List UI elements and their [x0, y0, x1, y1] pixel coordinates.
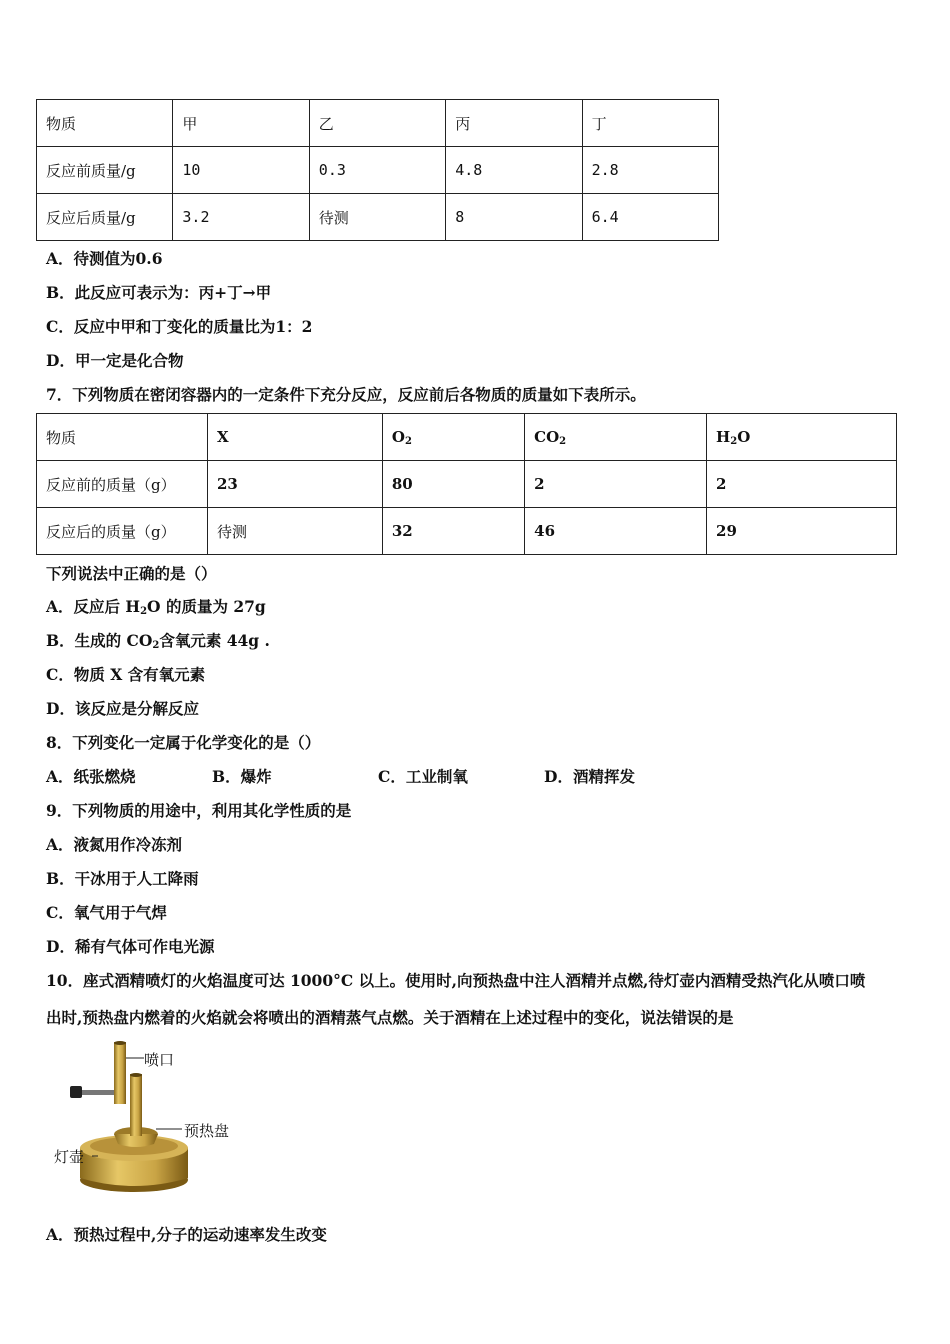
table-cell: 10: [173, 147, 309, 194]
q6-option-d: D．甲一定是化合物: [46, 351, 184, 370]
table-row: [37, 147, 719, 194]
table-cell: 待测: [208, 508, 383, 555]
q10-option-a: A．预热过程中,分子的运动速率发生改变: [46, 1225, 327, 1244]
q9-option-a: A．液氮用作冷冻剂: [46, 835, 183, 854]
q6-option-a: A．待测值为0.6: [46, 249, 163, 268]
table-cell: 29: [707, 508, 897, 555]
table-cell: 丙: [446, 100, 582, 147]
table-row: [37, 100, 719, 147]
table-row: [37, 461, 897, 508]
alcohol-blowtorch-figure: [52, 1038, 252, 1198]
table-row: [37, 508, 897, 555]
table-cell: 80: [382, 461, 524, 508]
table-cell: 物质: [37, 414, 208, 461]
table-cell: 反应前质量/g: [37, 147, 173, 194]
q7-prompt: 下列说法中正确的是（）: [46, 564, 217, 583]
table-cell: X: [208, 414, 383, 461]
table-cell: 0.3: [309, 147, 445, 194]
table-cell: 32: [382, 508, 524, 555]
table-row: [37, 414, 897, 461]
q7-stem: 7．下列物质在密闭容器内的一定条件下充分反应，反应前后各物质的质量如下表所示。: [46, 385, 646, 404]
mass-table-1: [36, 99, 719, 241]
table-cell: 丁: [582, 100, 718, 147]
q9-option-c: C．氧气用于气焊: [46, 903, 167, 922]
table-cell: 2: [707, 461, 897, 508]
table-cell: $O_2$: [382, 414, 524, 461]
table-cell: 3.2: [173, 194, 309, 241]
q7-option-a: A．反应后 $H_2O$ 的质量为 27g: [46, 597, 266, 617]
q6-option-c: C．反应中甲和丁变化的质量比为1：2: [46, 317, 313, 336]
q7-option-b: B．生成的 $CO_2$含氧元素 44g .: [46, 631, 270, 651]
table-cell: 反应后的质量（g）: [37, 508, 208, 555]
q10-stem-line2: 出时,预热盘内燃着的火焰就会将喷出的酒精蒸气点燃。关于酒精在上述过程中的变化，说法错误的是: [46, 1008, 734, 1027]
table-cell: 物质: [37, 100, 173, 147]
q8-option-c: C．工业制氧: [378, 767, 468, 786]
q7-option-d: D．该反应是分解反应: [46, 699, 199, 718]
q8-stem: 8．下列变化一定属于化学变化的是（）: [46, 733, 321, 752]
table-cell: 乙: [309, 100, 445, 147]
table-cell: 4.8: [446, 147, 582, 194]
lamp-pot-label: 灯壶: [54, 1148, 85, 1166]
table-cell: 2.8: [582, 147, 718, 194]
table-cell: 反应前的质量（g）: [37, 461, 208, 508]
q8-options: [46, 765, 635, 787]
table-row: [37, 194, 719, 241]
q9-stem: 9．下列物质的用途中，利用其化学性质的是: [46, 801, 352, 820]
table-cell: $H_2O$: [707, 414, 897, 461]
table-cell: 8: [446, 194, 582, 241]
preheat-dish-label: 预热盘: [184, 1122, 230, 1140]
table-cell: 2: [525, 461, 707, 508]
table-cell: $CO_2$: [525, 414, 707, 461]
mass-table-2: [36, 413, 897, 555]
table-cell: 46: [525, 508, 707, 555]
q9-option-b: B．干冰用于人工降雨: [46, 869, 199, 888]
nozzle-label: 喷口: [144, 1051, 175, 1069]
table-cell: 23: [208, 461, 383, 508]
q8-option-a: A．纸张燃烧: [46, 767, 136, 786]
q9-option-d: D．稀有气体可作电光源: [46, 937, 215, 956]
q10-stem-line1: 10．座式酒精喷灯的火焰温度可达 1000°C 以上。使用时,向预热盘中注人酒精并点燃,待灯壶内酒精受热汽化从喷口喷: [46, 971, 866, 990]
table-cell: 反应后质量/g: [37, 194, 173, 241]
q6-option-b: B．此反应可表示为：丙+丁→甲: [46, 283, 272, 302]
table-cell: 待测: [309, 194, 445, 241]
q8-option-b: B．爆炸: [212, 767, 272, 786]
q8-option-d: D．酒精挥发: [544, 767, 635, 786]
table-cell: 6.4: [582, 194, 718, 241]
table-cell: 甲: [173, 100, 309, 147]
q7-option-c: C．物质 X 含有氧元素: [46, 665, 206, 684]
